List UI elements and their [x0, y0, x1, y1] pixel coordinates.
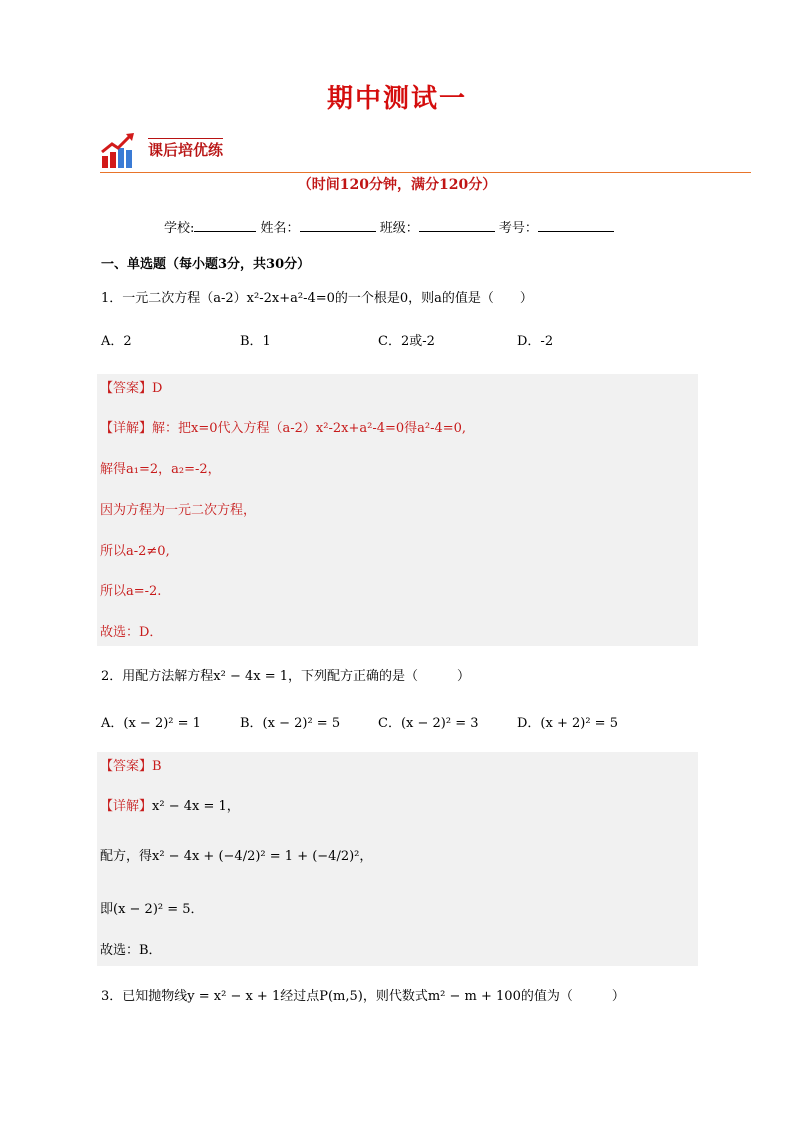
page-title: 期中测试一: [326, 84, 467, 114]
q1-option-a: A．2: [101, 334, 132, 349]
q1-option-b: B．1: [240, 334, 271, 349]
q2-detail-line-2: 配方，得x² − 4x + (−4/2)² = 1 + (−4/2)²，: [100, 849, 373, 864]
q1-answer: 【答案】D: [100, 381, 163, 396]
q2-option-a: A．(x − 2)² = 1: [101, 716, 201, 731]
q1-detail-line-4: 所以a-2≠0,: [100, 544, 170, 559]
q1-detail-line-2: 解得a₁=2，a₂=-2，: [100, 462, 221, 477]
q2-option-d: D．(x + 2)² = 5: [517, 716, 618, 731]
number-label: 考号：: [498, 221, 538, 236]
question-2-stem: 2．用配方法解方程x² − 4x = 1，下列配方正确的是（ ）: [101, 669, 471, 684]
q1-detail-line-3: 因为方程为一元二次方程，: [100, 503, 257, 518]
number-field[interactable]: [538, 219, 614, 232]
q2-answer: 【答案】B: [100, 759, 162, 774]
q2-option-c: C．(x − 2)² = 3: [378, 716, 479, 731]
q2-detail-line-4: 故选：B．: [100, 943, 162, 958]
class-label: 班级：: [379, 221, 419, 236]
q2-detail-text-1: x² − 4x = 1，: [152, 799, 240, 814]
school-field[interactable]: [194, 219, 256, 232]
q2-option-b: B．(x − 2)² = 5: [240, 716, 341, 731]
q1-answer-box: [97, 374, 698, 646]
section-banner: [100, 130, 751, 173]
q1-detail-line-5: 所以a=-2.: [100, 584, 162, 599]
q2-detail-line-3: 即(x − 2)² = 5．: [100, 902, 204, 917]
q2-answer-box: [97, 752, 698, 966]
q1-detail-line-6: 故选：D．: [100, 625, 163, 640]
question-1-stem: 1．一元二次方程（a-2）x²-2x+a²-4=0的一个根是0，则a的值是（ ）: [101, 291, 533, 306]
q1-detail-label: 【详解】: [100, 421, 153, 436]
banner-label: 课后培优练: [148, 138, 223, 160]
q1-detail-line-1: [100, 417, 466, 436]
growth-chart-icon: [100, 130, 140, 170]
name-label: 姓名：: [260, 221, 300, 236]
q1-option-d: D．-2: [517, 334, 554, 349]
school-label: 学校:: [164, 221, 195, 236]
exam-subtitle: （时间120分钟，满分120分）: [297, 177, 497, 193]
section-heading: 一、单选题（每小题3分，共30分）: [101, 257, 311, 272]
q2-detail-label: 【详解】: [100, 799, 153, 814]
question-3-stem: 3．已知抛物线y = x² − x + 1经过点P(m,5)，则代数式m² − m + 100的值为（ ）: [101, 989, 625, 1004]
name-field[interactable]: [300, 219, 376, 232]
q1-option-c: C．2或-2: [378, 334, 435, 349]
student-info: [164, 217, 614, 236]
q1-detail-text-1: 解：把x=0代入方程（a-2）x²-2x+a²-4=0得a²-4=0,: [152, 421, 467, 436]
q2-detail-line-1: [100, 795, 240, 814]
class-field[interactable]: [419, 219, 495, 232]
